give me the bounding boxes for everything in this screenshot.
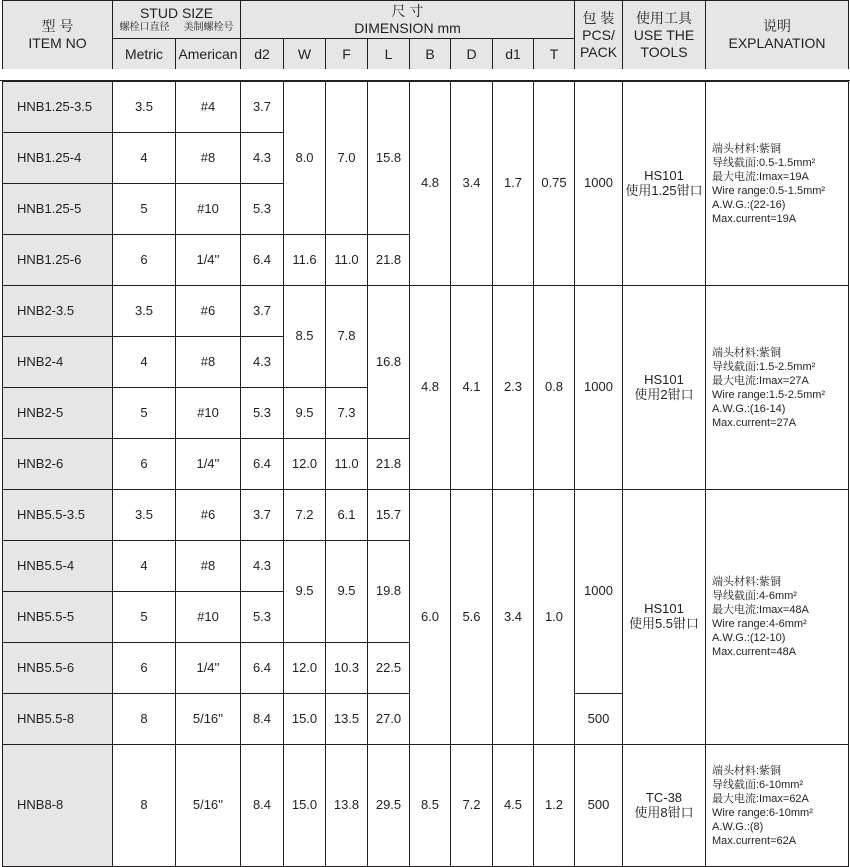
item-no-cell: HNB1.25-6 bbox=[2, 234, 113, 286]
explanation-cell-line: Max.current=48A bbox=[712, 646, 797, 658]
l-cell: 27.0 bbox=[367, 693, 410, 745]
f-cell: 7.8 bbox=[325, 285, 368, 388]
b-cell: 4.8 bbox=[409, 81, 451, 286]
b-cell: 4.8 bbox=[409, 285, 451, 490]
item-no-cell: HNB5.5-5 bbox=[2, 591, 113, 643]
item-no-cell: HNB5.5-3.5 bbox=[2, 489, 113, 541]
explanation-cell-line: A.W.G.:(22-16) bbox=[712, 198, 786, 211]
item-no-cell: HNB1.25-3.5 bbox=[2, 81, 113, 133]
american-cell: 5/16'' bbox=[175, 744, 241, 867]
explanation-cell-line: Max.current=27A bbox=[712, 416, 797, 429]
w-cell: 15.0 bbox=[283, 693, 326, 745]
b-cell: 6.0 bbox=[409, 489, 451, 745]
t-cell: 1.0 bbox=[533, 489, 575, 745]
header-stud-size bbox=[112, 0, 241, 39]
explanation-cell-line: 导线截面:1.5-2.5mm² bbox=[712, 360, 816, 373]
tool-cell-line: HS101 bbox=[644, 601, 684, 617]
header-col-l: L bbox=[367, 38, 410, 70]
tool-cell bbox=[622, 744, 706, 867]
f-cell: 11.0 bbox=[325, 234, 368, 286]
d-cell: 7.2 bbox=[450, 744, 493, 867]
header-dimension bbox=[240, 0, 575, 39]
header-col-d: D bbox=[450, 38, 493, 70]
l-cell: 21.8 bbox=[367, 438, 410, 490]
tool-cell-line: 使用2钳口 bbox=[634, 386, 694, 402]
d2-cell: 3.7 bbox=[240, 285, 284, 337]
header-american: American bbox=[175, 38, 241, 70]
f-cell: 7.0 bbox=[325, 81, 368, 235]
explanation-cell bbox=[705, 285, 849, 490]
header-tools-line: TOOLS bbox=[640, 43, 688, 60]
american-cell: 5/16'' bbox=[175, 693, 241, 745]
item-no-cell: HNB1.25-5 bbox=[2, 183, 113, 235]
metric-cell: 6 bbox=[112, 234, 176, 286]
explanation-cell-line: A.W.G.:(16-14) bbox=[712, 402, 786, 415]
header-dimension-en: DIMENSION mm bbox=[354, 19, 461, 36]
explanation-cell-line: Max.current=62A bbox=[712, 834, 797, 847]
item-no-cell: HNB2-6 bbox=[2, 438, 113, 490]
d-cell: 4.1 bbox=[450, 285, 493, 490]
explanation-cell-line: 端头材料:紫铜 bbox=[712, 142, 782, 155]
metric-cell: 6 bbox=[112, 642, 176, 694]
item-no-cell: HNB5.5-6 bbox=[2, 642, 113, 694]
header-item-cn: 型 号 bbox=[41, 18, 74, 34]
explanation-cell-line: A.W.G.:(12-10) bbox=[712, 632, 786, 644]
d2-cell: 3.7 bbox=[240, 81, 284, 133]
explanation-cell-line: Wire range:4-6mm² bbox=[712, 618, 807, 630]
l-cell: 16.8 bbox=[367, 285, 410, 439]
explanation-cell-line: 最大电流:Imax=48A bbox=[712, 604, 809, 616]
header-tools bbox=[622, 0, 706, 70]
d2-cell: 5.3 bbox=[240, 387, 284, 439]
explanation-cell-line: 最大电流:Imax=62A bbox=[712, 792, 809, 805]
american-cell: #8 bbox=[175, 336, 241, 388]
l-cell: 29.5 bbox=[367, 744, 410, 867]
header-stud-american-cn: 美制螺栓号 bbox=[183, 22, 234, 34]
american-cell: #6 bbox=[175, 489, 241, 541]
metric-cell: 3.5 bbox=[112, 81, 176, 133]
f-cell: 7.3 bbox=[325, 387, 368, 439]
pack-cell: 1000 bbox=[574, 81, 623, 286]
header-col-t: T bbox=[533, 38, 575, 70]
tool-cell-line: 使用5.5钳口 bbox=[628, 616, 700, 631]
item-no-cell: HNB2-3.5 bbox=[2, 285, 113, 337]
tool-cell bbox=[622, 81, 706, 286]
l-cell: 21.8 bbox=[367, 234, 410, 286]
explanation-cell-line: 端头材料:紫铜 bbox=[712, 576, 782, 588]
header-tools-line: USE THE bbox=[633, 26, 695, 43]
item-no-cell: HNB8-8 bbox=[2, 744, 113, 867]
explanation-cell-line: Wire range:0.5-1.5mm² bbox=[712, 184, 826, 197]
w-cell: 12.0 bbox=[283, 438, 326, 490]
f-cell: 13.8 bbox=[325, 744, 368, 867]
w-cell: 9.5 bbox=[283, 540, 326, 643]
explanation-cell-line: 导线截面:0.5-1.5mm² bbox=[712, 156, 816, 169]
header-explanation-line: EXPLANATION bbox=[728, 35, 826, 51]
explanation-cell-line: A.W.G.:(8) bbox=[712, 820, 764, 833]
w-cell: 11.6 bbox=[283, 234, 326, 286]
b-cell: 8.5 bbox=[409, 744, 451, 867]
pack-cell: 1000 bbox=[574, 489, 623, 694]
pack-cell: 500 bbox=[574, 744, 623, 867]
american-cell: #10 bbox=[175, 387, 241, 439]
explanation-cell-line: Wire range:6-10mm² bbox=[712, 806, 813, 819]
d2-cell: 4.3 bbox=[240, 132, 284, 184]
metric-cell: 5 bbox=[112, 183, 176, 235]
w-cell: 9.5 bbox=[283, 387, 326, 439]
american-cell: #8 bbox=[175, 540, 241, 592]
metric-cell: 5 bbox=[112, 591, 176, 643]
explanation-cell-line: Wire range:1.5-2.5mm² bbox=[712, 388, 826, 401]
explanation-cell bbox=[705, 744, 849, 867]
t-cell: 1.2 bbox=[533, 744, 575, 867]
header-col-f: F bbox=[325, 38, 368, 70]
d1-cell: 1.7 bbox=[492, 81, 534, 286]
explanation-cell-line: Max.current=19A bbox=[712, 212, 797, 225]
explanation-cell-line: 最大电流:Imax=27A bbox=[712, 374, 809, 387]
header-tools-line: 使用工具 bbox=[636, 9, 692, 26]
f-cell: 9.5 bbox=[325, 540, 368, 643]
metric-cell: 3.5 bbox=[112, 285, 176, 337]
header-explanation-line: 说明 bbox=[763, 18, 791, 34]
tool-cell-line: HS101 bbox=[644, 371, 684, 387]
explanation-cell-line: 端头材料:紫铜 bbox=[712, 346, 782, 359]
l-cell: 22.5 bbox=[367, 642, 410, 694]
d2-cell: 6.4 bbox=[240, 642, 284, 694]
f-cell: 11.0 bbox=[325, 438, 368, 490]
d1-cell: 4.5 bbox=[492, 744, 534, 867]
metric-cell: 3.5 bbox=[112, 489, 176, 541]
metric-cell: 6 bbox=[112, 438, 176, 490]
explanation-cell bbox=[705, 81, 849, 286]
d2-cell: 4.3 bbox=[240, 540, 284, 592]
d2-cell: 3.7 bbox=[240, 489, 284, 541]
header-col-d1: d1 bbox=[492, 38, 534, 70]
pack-cell: 500 bbox=[574, 693, 623, 745]
header-stud-title: STUD SIZE bbox=[139, 5, 214, 22]
tool-cell-line: 使用1.25钳口 bbox=[625, 182, 703, 198]
tool-cell bbox=[622, 285, 706, 490]
metric-cell: 4 bbox=[112, 540, 176, 592]
header-metric: Metric bbox=[112, 38, 176, 70]
w-cell: 8.5 bbox=[283, 285, 326, 388]
header-explanation bbox=[705, 0, 849, 70]
d-cell: 3.4 bbox=[450, 81, 493, 286]
d1-cell: 2.3 bbox=[492, 285, 534, 490]
explanation-cell bbox=[705, 489, 849, 745]
metric-cell: 5 bbox=[112, 387, 176, 439]
t-cell: 0.75 bbox=[533, 81, 575, 286]
american-cell: 1/4'' bbox=[175, 642, 241, 694]
d2-cell: 6.4 bbox=[240, 438, 284, 490]
tool-cell-line: TC-38 bbox=[645, 789, 683, 805]
american-cell: #10 bbox=[175, 183, 241, 235]
metric-cell: 8 bbox=[112, 744, 176, 867]
w-cell: 8.0 bbox=[283, 81, 326, 235]
l-cell: 15.8 bbox=[367, 81, 410, 235]
d2-cell: 5.3 bbox=[240, 591, 284, 643]
header-col-w: W bbox=[283, 38, 326, 70]
explanation-cell-line: 最大电流:Imax=19A bbox=[712, 170, 809, 183]
header-col-b: B bbox=[409, 38, 451, 70]
explanation-cell-line: 端头材料:紫铜 bbox=[712, 764, 782, 777]
item-no-cell: HNB2-4 bbox=[2, 336, 113, 388]
tool-cell bbox=[622, 489, 706, 745]
d-cell: 5.6 bbox=[450, 489, 493, 745]
metric-cell: 4 bbox=[112, 132, 176, 184]
d1-cell: 3.4 bbox=[492, 489, 534, 745]
d2-cell: 8.4 bbox=[240, 744, 284, 867]
d2-cell: 8.4 bbox=[240, 693, 284, 745]
american-cell: #4 bbox=[175, 81, 241, 133]
tool-cell-line: 使用8钳口 bbox=[634, 804, 694, 820]
explanation-cell-line: 导线截面:4-6mm² bbox=[712, 590, 797, 602]
metric-cell: 8 bbox=[112, 693, 176, 745]
header-col-d2: d2 bbox=[240, 38, 284, 70]
header-stud-metric-cn: 螺栓口直径 bbox=[119, 22, 170, 34]
w-cell: 12.0 bbox=[283, 642, 326, 694]
header-pack-line: PACK bbox=[579, 43, 618, 60]
f-cell: 13.5 bbox=[325, 693, 368, 745]
d2-cell: 6.4 bbox=[240, 234, 284, 286]
header-item-no bbox=[2, 0, 113, 70]
f-cell: 6.1 bbox=[325, 489, 368, 541]
american-cell: #6 bbox=[175, 285, 241, 337]
header-pack-line: 包 装 bbox=[582, 9, 615, 26]
l-cell: 19.8 bbox=[367, 540, 410, 643]
tool-cell-line: HS101 bbox=[644, 167, 684, 183]
american-cell: #10 bbox=[175, 591, 241, 643]
item-no-cell: HNB1.25-4 bbox=[2, 132, 113, 184]
w-cell: 7.2 bbox=[283, 489, 326, 541]
d2-cell: 5.3 bbox=[240, 183, 284, 235]
header-item-en: ITEM NO bbox=[28, 35, 87, 51]
header-pack bbox=[574, 0, 623, 70]
explanation-cell-line: 导线截面:6-10mm² bbox=[712, 778, 804, 791]
american-cell: #8 bbox=[175, 132, 241, 184]
american-cell: 1/4'' bbox=[175, 234, 241, 286]
metric-cell: 4 bbox=[112, 336, 176, 388]
header-pack-line: PCS/ bbox=[582, 26, 615, 43]
w-cell: 15.0 bbox=[283, 744, 326, 867]
item-no-cell: HNB2-5 bbox=[2, 387, 113, 439]
d2-cell: 4.3 bbox=[240, 336, 284, 388]
t-cell: 0.8 bbox=[533, 285, 575, 490]
f-cell: 10.3 bbox=[325, 642, 368, 694]
l-cell: 15.7 bbox=[367, 489, 410, 541]
header-dimension-cn: 尺 寸 bbox=[391, 2, 424, 19]
american-cell: 1/4'' bbox=[175, 438, 241, 490]
pack-cell: 1000 bbox=[574, 285, 623, 490]
item-no-cell: HNB5.5-4 bbox=[2, 540, 113, 592]
item-no-cell: HNB5.5-8 bbox=[2, 693, 113, 745]
body-top-border bbox=[0, 80, 850, 81]
